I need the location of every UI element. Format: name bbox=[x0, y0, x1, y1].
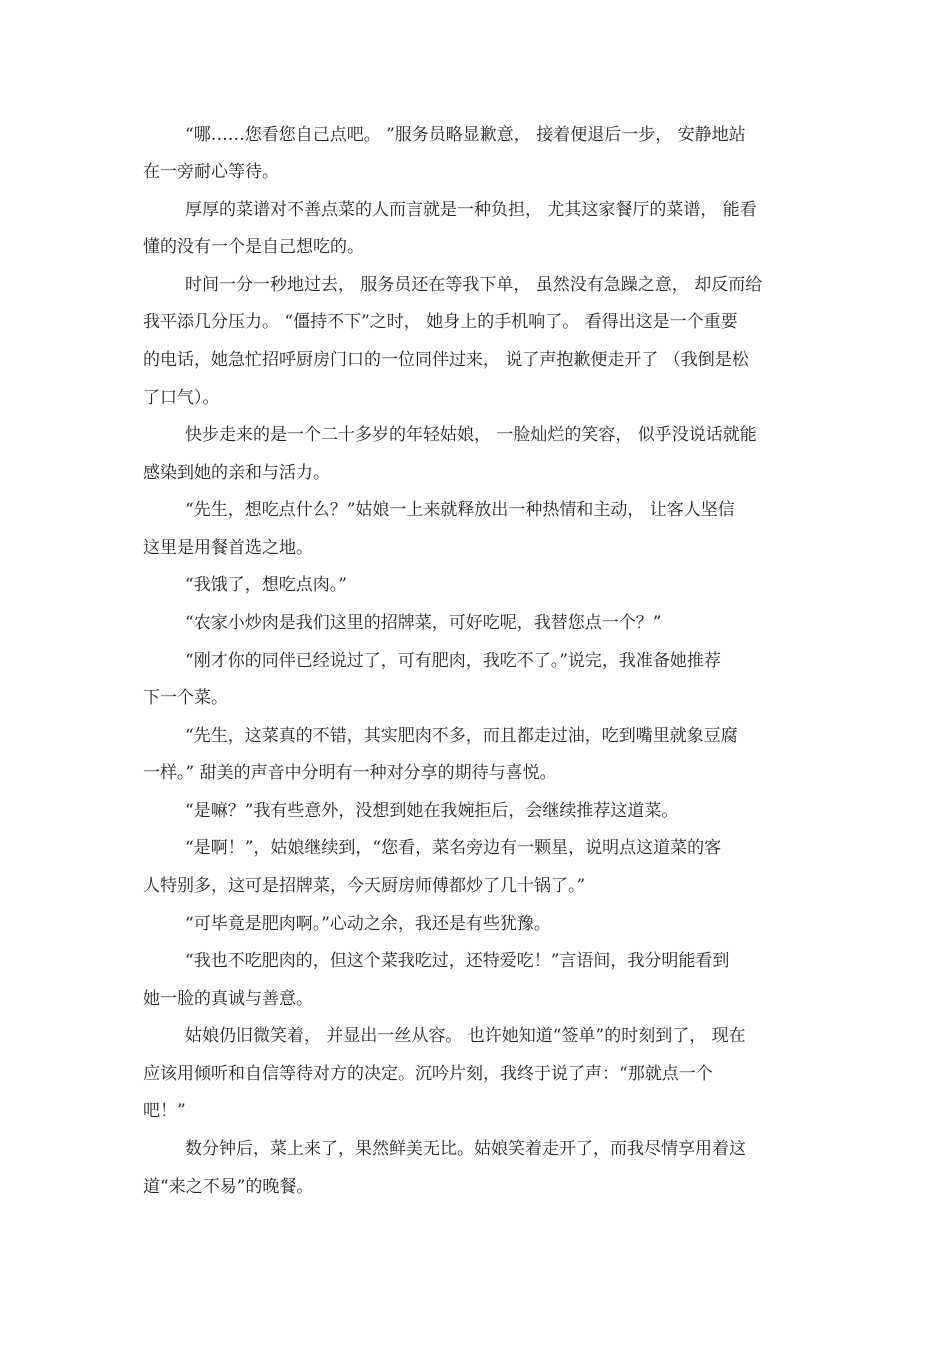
text-line: 这里是用餐首选之地。 bbox=[143, 538, 313, 558]
text-line: “我饿了，想吃点肉。” bbox=[185, 575, 347, 595]
text-line: “农家小炒肉是我们这里的招牌菜，可好吃呢，我替您点一个？” bbox=[185, 613, 662, 633]
text-line: 的电话，她急忙招呼厨房门口的一位同伴过来， 说了声抱歉便走开了 （我倒是松 bbox=[143, 350, 749, 370]
text-line: “哪……您看您自己点吧。 ”服务员略显歉意， 接着便退后一步， 安静地站 bbox=[185, 125, 746, 145]
text-line: 她一脸的真诚与善意。 bbox=[143, 989, 313, 1009]
text-line: 在一旁耐心等待。 bbox=[143, 162, 279, 182]
text-line: 了口气）。 bbox=[143, 388, 220, 408]
text-line: “刚才你的同伴已经说过了，可有肥肉，我吃不了。”说完，我准备她推荐 bbox=[185, 651, 721, 671]
text-line: “先生，想吃点什么？”姑娘一上来就释放出一种热情和主动， 让客人坚信 bbox=[185, 500, 735, 520]
text-line: 下一个菜。 bbox=[143, 688, 228, 708]
text-line: 时间一分一秒地过去， 服务员还在等我下单， 虽然没有急躁之意， 却反而给 bbox=[185, 275, 763, 295]
text-line: 人特别多，这可是招牌菜，今天厨房师傅都炒了几十锅了。” bbox=[143, 876, 586, 896]
text-line: 数分钟后，菜上来了，果然鲜美无比。姑娘笑着走开了，而我尽情享用着这 bbox=[185, 1139, 746, 1159]
text-line: “我也不吃肥肉的，但这个菜我吃过，还特爱吃！”言语间，我分明能看到 bbox=[185, 951, 730, 971]
text-line: 快步走来的是一个二十多岁的年轻姑娘， 一脸灿烂的笑容， 似乎没说话就能 bbox=[185, 425, 757, 445]
text-line: “先生，这菜真的不错，其实肥肉不多，而且都走过油，吃到嘴里就象豆腐 bbox=[185, 726, 738, 746]
text-line: 感染到她的亲和与活力。 bbox=[143, 463, 330, 483]
text-line: 应该用倾听和自信等待对方的决定。沉吟片刻，我终于说了声：“那就点一个 bbox=[143, 1064, 713, 1084]
text-line: 懂的没有一个是自己想吃的。 bbox=[143, 237, 364, 257]
text-line: 道“来之不易”的晚餐。 bbox=[143, 1177, 314, 1197]
text-line: 一样。” 甜美的声音中分明有一种对分享的期待与喜悦。 bbox=[143, 763, 557, 783]
text-line: 我平添几分压力。 “僵持不下”之时， 她身上的手机响了。 看得出这是一个重要 bbox=[143, 312, 738, 332]
text-line: “是啊！”，姑娘继续到，“您看，菜名旁边有一颗星，说明点这道菜的客 bbox=[185, 838, 722, 858]
text-line: “是嘛？”我有些意外，没想到她在我婉拒后，会继续推荐这道菜。 bbox=[185, 801, 679, 821]
text-line: “可毕竟是肥肉啊。”心动之余，我还是有些犹豫。 bbox=[185, 914, 551, 934]
text-line: 厚厚的菜谱对不善点菜的人而言就是一种负担， 尤其这家餐厅的菜谱， 能看 bbox=[185, 200, 757, 220]
text-line: 姑娘仍旧微笑着， 并显出一丝从容。 也许她知道“签单”的时刻到了， 现在 bbox=[185, 1026, 746, 1046]
text-line: 吧！” bbox=[143, 1101, 186, 1121]
